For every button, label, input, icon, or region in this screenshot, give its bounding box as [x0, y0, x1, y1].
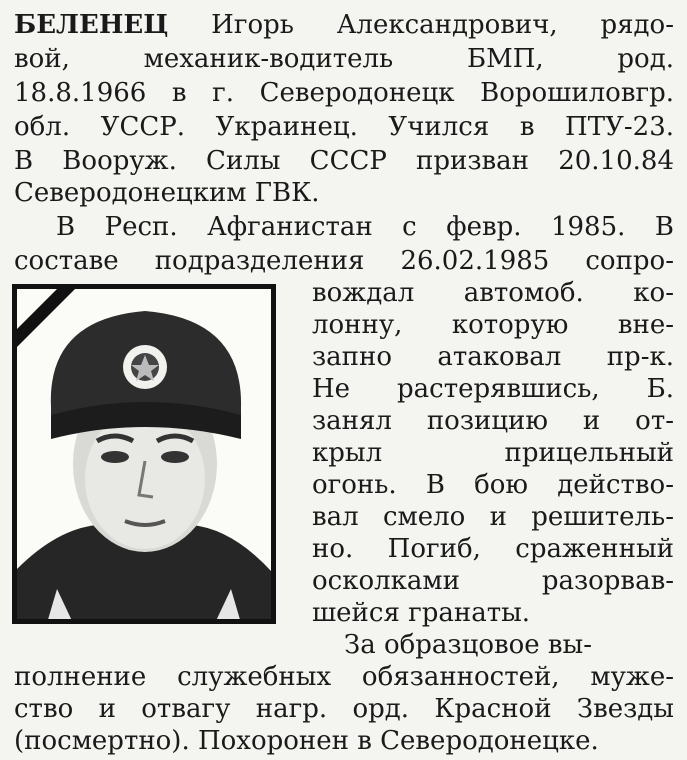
entry-line-22: ство и отвагу нагр. орд. Красной Звезды: [14, 694, 674, 724]
entry-line-6: Северодонецким ГВК.: [14, 178, 320, 208]
entry-line-11: запно атаковал пр-к.: [312, 342, 674, 372]
entry-line-4: обл. УССР. Украинец. Учился в ПТУ-23.: [14, 112, 674, 142]
entry-line-5: В Вооруж. Силы СССР призван 20.10.84: [14, 146, 674, 176]
entry-line-9: вождал автомоб. ко-: [312, 278, 674, 308]
portrait-photo: [12, 284, 276, 624]
entry-text: Игорь Александрович, рядо-: [211, 10, 674, 40]
entry-line-16: вал смело и решитель-: [312, 502, 674, 532]
entry-line-7: В Респ. Афганистан с февр. 1985. В: [56, 212, 674, 242]
portrait-photo-icon: [17, 289, 271, 623]
entry-line-23: (посмертно). Похоронен в Северодонецке.: [14, 726, 599, 756]
entry-line-14: крыл прицельный: [312, 438, 674, 468]
surname: БЕЛЕНЕЦ: [14, 10, 169, 40]
entry-line-3: 18.8.1966 в г. Северодонецк Ворошиловгр.: [14, 78, 674, 108]
entry-line-2: вой, механик-водитель БМП, род.: [14, 44, 674, 74]
entry-line-13: занял позицию и от-: [312, 406, 674, 436]
entry-line-12: Не растерявшись, Б.: [312, 374, 674, 404]
entry-line-20: За образцовое вы-: [344, 630, 593, 660]
entry-line-19: шейся гранаты.: [312, 598, 531, 628]
entry-line-8: составе подразделения 26.02.1985 сопро-: [14, 246, 674, 276]
entry-line-21: полнение служебных обязанностей, муже-: [14, 662, 674, 692]
entry-line-10: лонну, которую вне-: [312, 310, 674, 340]
entry-line-1: [14, 8, 674, 42]
entry-line-17: но. Погиб, сраженный: [312, 534, 674, 564]
entry-line-15: огонь. В бою действо-: [312, 470, 674, 500]
entry-line-18: осколками разорвав-: [312, 566, 674, 596]
